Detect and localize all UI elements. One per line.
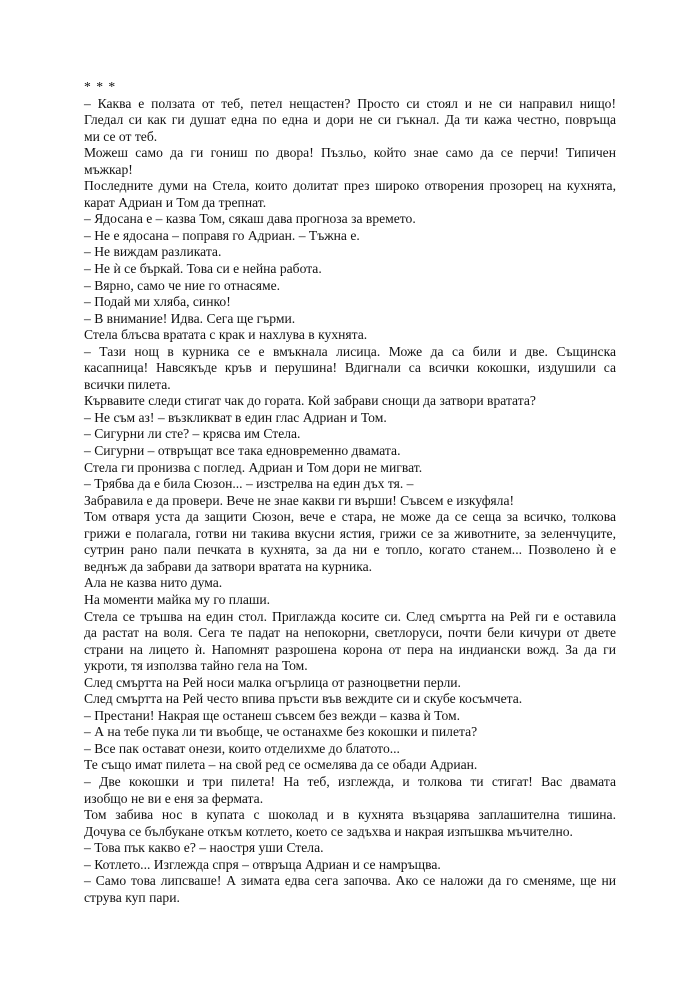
text-line: ми се от теб. bbox=[84, 128, 158, 144]
text-line: – Вярно, само че ние го отнасяме. bbox=[84, 277, 281, 293]
text-line: След смъртта на Рей често впива пръсти във веждите си и скубе косъмчета. bbox=[84, 691, 523, 707]
text-line: – Това пък какво е? – наостря уши Стела. bbox=[84, 840, 324, 856]
text-line: да растат на воля. Сега те падат на непокорни, светлоруси, почти бели кичури от двете bbox=[84, 625, 616, 641]
document-page bbox=[84, 79, 616, 906]
text-line: Том забива нос в купата с шоколад и в кухнята възцарява заплашителна тишина. bbox=[84, 807, 616, 823]
text-line: Последните думи на Стела, които долитат през широко отворения прозорец на кухнята, bbox=[84, 178, 616, 194]
section-separator: * * * bbox=[84, 79, 117, 94]
text-line: – Ядосана е – казва Том, сякаш дава прогноза за времето. bbox=[84, 211, 416, 227]
text-line: касапница! Навсякъде кръв и перушина! Вдигнали са всички кокошки, издушили са bbox=[84, 360, 616, 376]
text-line: карат Адриан и Том да трепнат. bbox=[84, 194, 267, 210]
text-line: – Подай ми хляба, синко! bbox=[84, 294, 231, 310]
text-line: – Не ѝ се бъркай. Това си е нейна работа. bbox=[84, 261, 322, 277]
text-line: – Каква е ползата от теб, петел нещастен? Просто си стоял и не си направил нищо! bbox=[84, 95, 616, 111]
text-line: След смъртта на Рей носи малка огърлица от разноцветни перли. bbox=[84, 674, 461, 690]
text-line: – Сигурни ли сте? – крясва им Стела. bbox=[84, 426, 301, 442]
text-line: Те също имат пилета – на свой ред се осмелява да се обади Адриан. bbox=[84, 757, 478, 773]
text-line: сутрин рано пали печката в кухнята, за да ни е топло, когато станем... Позволено ѝ е bbox=[84, 542, 616, 558]
text-line: струва куп пари. bbox=[84, 889, 180, 905]
text-line: Стела блъсва вратата с крак и нахлува в кухнята. bbox=[84, 327, 368, 343]
text-line: – Две кокошки и три пилета! На теб, изглежда, и толкова ти стигат! Вас двамата bbox=[84, 773, 616, 789]
text-line: – В внимание! Идва. Сега ще гърми. bbox=[84, 310, 296, 326]
text-line: мъжкар! bbox=[84, 161, 133, 177]
text-line: Том отваря уста да защити Сюзон, вече е стара, не може да се сеща за всичко, толкова bbox=[84, 509, 616, 525]
text-line: – А на тебе пука ли ти въобще, че останахме без кокошки и пилета? bbox=[84, 724, 478, 740]
text-line: страни на лицето ѝ. Напомнят разрошена корона от пера на индиански вожд. За да ги bbox=[84, 641, 616, 657]
text-line: – Престани! Накрая ще останеш съвсем без вежди – казва ѝ Том. bbox=[84, 707, 461, 723]
text-line: веднъж да забрави да затвори вратата на курника. bbox=[84, 558, 373, 574]
text-line: – Не виждам разликата. bbox=[84, 244, 222, 260]
text-line: – Сигурни – отвръщат все така едновременно двамата. bbox=[84, 443, 401, 459]
text-line: Стела се тръшва на един стол. Приглажда косите си. След смъртта на Рей ги е оставила bbox=[84, 608, 616, 624]
text-line: Стела ги пронизва с поглед. Адриан и Том дори не мигват. bbox=[84, 459, 423, 475]
text-line: всички пилета. bbox=[84, 376, 171, 392]
text-line: Можеш само да ги гониш по двора! Пъзльо, който знае само да се перчи! Типичен bbox=[84, 145, 616, 161]
text-line: – Не съм аз! – възкликват в един глас Адриан и Том. bbox=[84, 409, 387, 425]
text-line: Гледал си как ги душат една по една и дори не си гъкнал. Да ти кажа честно, повръща bbox=[84, 112, 616, 128]
text-line: – Не е ядосана – поправя го Адриан. – Тъжна е. bbox=[84, 227, 360, 243]
text-line: – Трябва да е била Сюзон... – изстрелва на един дъх тя. – bbox=[84, 476, 414, 492]
text-line: Забравила е да провери. Вече не знае какви ги върши! Съвсем е изкуфяла! bbox=[84, 492, 515, 508]
text-line: – Все пак остават онези, които отделихме до блатото... bbox=[84, 740, 400, 756]
text-line: Ала не казва нито дума. bbox=[84, 575, 223, 591]
text-line: укроти, тя използва тайно гела на Том. bbox=[84, 658, 308, 674]
text-line: Кървавите следи стигат чак до гората. Кой забрави снощи да затвори вратата? bbox=[84, 393, 536, 409]
text-line: – Котлето... Изглежда спря – отвръща Адриан и се намръщва. bbox=[84, 856, 441, 872]
text-line: грижи е полагала, готви ни такива вкусни ястия, грижи се за животните, за зеленчуците, bbox=[84, 525, 616, 541]
text-line: Дочува се бълбукане откъм котлето, което се задъхва и накрая изпъшква мъчително. bbox=[84, 823, 573, 839]
text-line: – Само това липсваше! А зимата едва сега започва. Ако се наложи да го сменяме, ще ни bbox=[84, 873, 616, 889]
text-line: На моменти майка му го плаши. bbox=[84, 591, 271, 607]
text-line: – Тази нощ в курника се е вмъкнала лисица. Може да са били и две. Същинска bbox=[84, 343, 616, 359]
text-line: изобщо не ви е еня за фермата. bbox=[84, 790, 264, 806]
